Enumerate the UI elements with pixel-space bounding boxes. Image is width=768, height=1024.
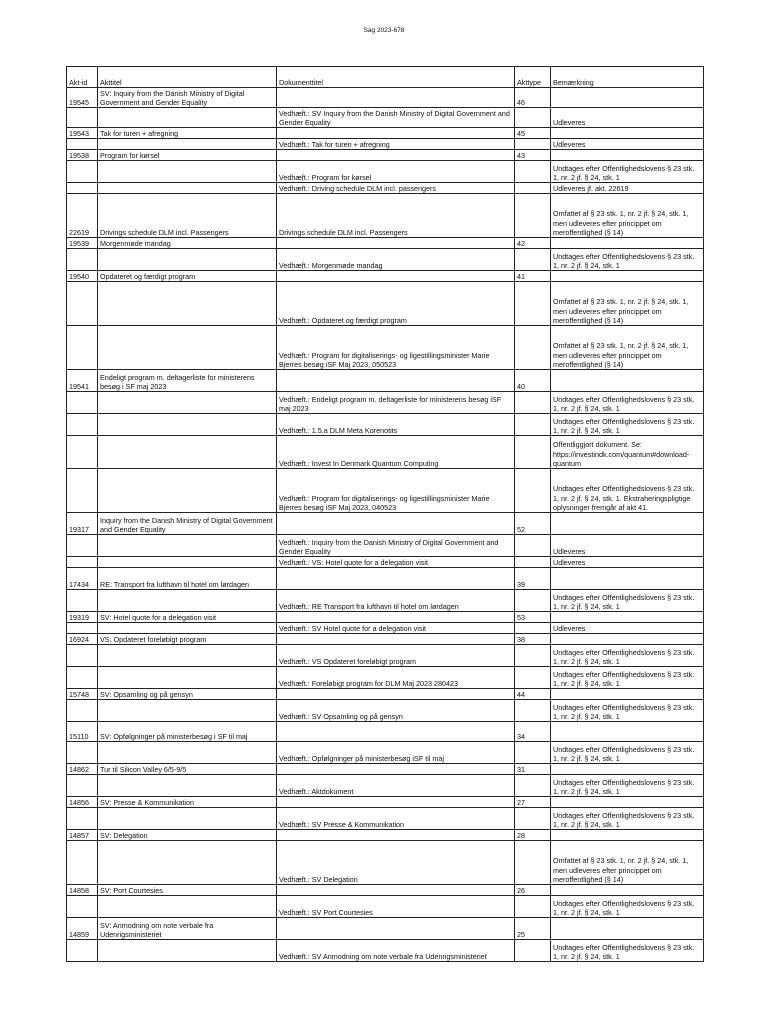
cell-akttype (515, 392, 551, 414)
cell-akttitel (98, 557, 277, 568)
cell-akt-id (67, 775, 98, 797)
cell-akttitel (98, 161, 277, 183)
cell-akt-id (67, 645, 98, 667)
cell-bemaerkning: Undtages efter Offentlighedslovens § 23 stk. 1, nr. 2 jf. § 24, stk. 1 (551, 700, 704, 722)
table-row (67, 918, 704, 940)
cell-dokumenttitel (277, 612, 515, 623)
table-row (67, 841, 704, 885)
cell-akt-id (67, 557, 98, 568)
cell-akttitel (98, 436, 277, 469)
table-row (67, 775, 704, 797)
cell-dokumenttitel (277, 238, 515, 249)
cell-akt-id (67, 469, 98, 513)
cell-akttype (515, 139, 551, 150)
cell-akt-id (67, 139, 98, 150)
table-row (67, 612, 704, 623)
table-row (67, 392, 704, 414)
cell-akttype: 25 (515, 918, 551, 940)
cell-bemaerkning: Undtages efter Offentlighedslovens § 23 stk. 1, nr. 2 jf. § 24, stk. 1 (551, 940, 704, 962)
table-row (67, 469, 704, 513)
cell-akt-id: 19538 (67, 150, 98, 161)
cell-akttype (515, 775, 551, 797)
cell-bemaerkning: Omfattet af § 23 stk. 1, nr. 2 jf. § 24, stk. 1, men udleveres efter princippet om meroffentlighed (§ 14) (551, 194, 704, 238)
table-row (67, 249, 704, 271)
cell-akttype (515, 194, 551, 238)
table-row (67, 885, 704, 896)
table-row (67, 161, 704, 183)
cell-akttitel (98, 469, 277, 513)
cell-dokumenttitel (277, 513, 515, 535)
case-number: Sag 2023-678 (363, 27, 405, 34)
cell-akttitel: SV: Opfølgninger på ministerbesøg i SF til maj (98, 722, 277, 742)
cell-akt-id (67, 282, 98, 326)
cell-akttitel (98, 183, 277, 194)
cell-akttype (515, 436, 551, 469)
cell-dokumenttitel: Vedhæft.: Invest In Denmark Quantum Computing (277, 436, 515, 469)
cell-akttype: 41 (515, 271, 551, 282)
cell-bemaerkning (551, 764, 704, 775)
cell-dokumenttitel: Vedhæft.: Opdateret og færdigt program (277, 282, 515, 326)
cell-akttitel (98, 535, 277, 557)
cell-bemaerkning (551, 128, 704, 139)
cell-dokumenttitel: Drivings schedule DLM incl. Passengers (277, 194, 515, 238)
cell-akttype: 39 (515, 568, 551, 590)
cell-dokumenttitel (277, 918, 515, 940)
table-row (67, 797, 704, 808)
cell-akttype (515, 469, 551, 513)
table-row (67, 370, 704, 392)
cell-dokumenttitel: Vedhæft.: SV Delegation (277, 841, 515, 885)
table-row (67, 194, 704, 238)
table-row (67, 689, 704, 700)
cell-bemaerkning (551, 238, 704, 249)
cell-akttitel (98, 326, 277, 370)
table-row (67, 513, 704, 535)
cell-akttitel (98, 645, 277, 667)
cell-dokumenttitel: Vedhæft.: VS Opdateret foreløbigt program (277, 645, 515, 667)
cell-akttype (515, 896, 551, 918)
cell-akt-id (67, 535, 98, 557)
cell-akttype: 40 (515, 370, 551, 392)
cell-akttype (515, 940, 551, 962)
cell-bemaerkning: Omfattet af § 23 stk. 1, nr. 2 jf. § 24, stk. 1, men udleveres efter princippet om meroffentlighed (§ 14) (551, 841, 704, 885)
table-row (67, 108, 704, 128)
cell-akttype (515, 183, 551, 194)
cell-bemaerkning: Undtages efter Offentlighedslovens § 23 stk. 1, nr. 2 jf. § 24, stk. 1 (551, 414, 704, 436)
cell-dokumenttitel (277, 568, 515, 590)
cell-akt-id: 14862 (67, 764, 98, 775)
cell-dokumenttitel: Vedhæft.: Inquiry from the Danish Ministry of Digital Government and Gender Equality (277, 535, 515, 557)
cell-akttitel (98, 775, 277, 797)
table-row (67, 645, 704, 667)
cell-akttitel (98, 742, 277, 764)
cell-akttitel: SV: Opsamling og på gensyn (98, 689, 277, 700)
cell-bemaerkning: Undtages efter Offentlighedslovens § 23 stk. 1, nr. 2 jf. § 24, stk. 1 (551, 161, 704, 183)
cell-bemaerkning (551, 88, 704, 108)
cell-dokumenttitel: Vedhæft.: RE Transport fra lufthavn til hotel om lørdagen (277, 590, 515, 612)
table-row (67, 326, 704, 370)
cell-akttype (515, 667, 551, 689)
cell-akt-id: 19545 (67, 88, 98, 108)
cell-akttitel: Morgenmøde mandag (98, 238, 277, 249)
cell-akt-id: 14857 (67, 830, 98, 841)
cell-akttitel (98, 249, 277, 271)
cell-bemaerkning: Offentliggjort dokument. Se: https://investindk.com/quantum#download-quantum (551, 436, 704, 469)
cell-bemaerkning: Undtages efter Offentlighedslovens § 23 stk. 1, nr. 2 jf. § 24, stk. 1 (551, 645, 704, 667)
cell-akttype: 44 (515, 689, 551, 700)
cell-akttitel: Tur til Silicon Valley 6/5-9/5 (98, 764, 277, 775)
cell-akttitel (98, 940, 277, 962)
table-row (67, 128, 704, 139)
cell-bemaerkning (551, 370, 704, 392)
cell-akttitel (98, 700, 277, 722)
cell-dokumenttitel (277, 128, 515, 139)
cell-akt-id: 19543 (67, 128, 98, 139)
cell-akt-id (67, 392, 98, 414)
cell-dokumenttitel: Vedhæft.: Morgenmøde mandag (277, 249, 515, 271)
table-row (67, 557, 704, 568)
column-header-akt-id: Akt-id (67, 67, 98, 88)
cell-bemaerkning (551, 271, 704, 282)
table-row (67, 830, 704, 841)
column-header-akttitel: Akttitel (98, 67, 277, 88)
cell-akttitel: Tak for turen + afregning (98, 128, 277, 139)
cell-akttype: 38 (515, 634, 551, 645)
cell-bemaerkning: Undtages efter Offentlighedslovens § 23 stk. 1, nr. 2 jf. § 24, stk. 1 (551, 249, 704, 271)
cell-dokumenttitel: Vedhæft.: VS: Hotel quote for a delegation visit (277, 557, 515, 568)
cell-dokumenttitel (277, 885, 515, 896)
cell-akt-id: 19540 (67, 271, 98, 282)
table-row (67, 764, 704, 775)
cell-akt-id: 19539 (67, 238, 98, 249)
cell-akttitel: VS: Opdateret foreløbigt program (98, 634, 277, 645)
cell-dokumenttitel: Vedhæft.: Foreløbigt program for DLM Maj 2023 280423 (277, 667, 515, 689)
cell-akttype (515, 326, 551, 370)
cell-dokumenttitel: Vedhæft.: SV Port Courtesies (277, 896, 515, 918)
cell-akttype (515, 645, 551, 667)
cell-bemaerkning: Undtages efter Offentlighedslovens § 23 stk. 1, nr. 2 jf. § 24, stk. 1 (551, 667, 704, 689)
cell-bemaerkning: Undtages efter Offentlighedslovens § 23 stk. 1, nr. 2 jf. § 24, stk. 1 (551, 808, 704, 830)
cell-akttype (515, 414, 551, 436)
table-row (67, 590, 704, 612)
cell-dokumenttitel: Vedhæft.: Program for digitaliserings- og ligestillingsminister Marie Bjerres besøg iSF Maj 2023, 040523 (277, 469, 515, 513)
cell-akttitel: Inquiry from the Danish Ministry of Digital Government and Gender Equality (98, 513, 277, 535)
cell-akttype: 45 (515, 128, 551, 139)
cell-akttype (515, 535, 551, 557)
cell-akt-id (67, 700, 98, 722)
table-row (67, 139, 704, 150)
cell-akt-id (67, 940, 98, 962)
cell-akttitel: SV: Anmodning om note verbale fra Udenrigsministeriet (98, 918, 277, 940)
cell-akt-id (67, 436, 98, 469)
cell-dokumenttitel: Vedhæft.: Aktdokument (277, 775, 515, 797)
cell-bemaerkning: Udleveres (551, 535, 704, 557)
cell-akt-id (67, 590, 98, 612)
cell-akt-id (67, 249, 98, 271)
cell-dokumenttitel: Vedhæft.: Tak for turen + afregning (277, 139, 515, 150)
cell-dokumenttitel (277, 764, 515, 775)
cell-dokumenttitel: Vedhæft.: Program for digitaliserings- og ligestillingsminister Marie Bjerres besøg iSF Maj 2023, 050523 (277, 326, 515, 370)
table-row (67, 742, 704, 764)
cell-akttitel (98, 414, 277, 436)
table-row (67, 150, 704, 161)
cell-akt-id (67, 808, 98, 830)
cell-akt-id (67, 108, 98, 128)
cell-akt-id (67, 161, 98, 183)
cell-dokumenttitel (277, 722, 515, 742)
cell-dokumenttitel (277, 634, 515, 645)
cell-dokumenttitel: Vedhæft.: SV Inquiry from the Danish Ministry of Digital Government and Gender Equality (277, 108, 515, 128)
cell-dokumenttitel: Vedhæft.: Driving schedule DLM incl. passengers (277, 183, 515, 194)
cell-akt-id: 22619 (67, 194, 98, 238)
cell-akt-id: 15110 (67, 722, 98, 742)
cell-akttype (515, 841, 551, 885)
table-row (67, 271, 704, 282)
cell-akttitel: RE: Transport fra lufthavn til hotel om lørdagen (98, 568, 277, 590)
cell-dokumenttitel: Vedhæft.: 1.5.a DLM Meta Korenotits (277, 414, 515, 436)
table-row (67, 667, 704, 689)
cell-akt-id: 14858 (67, 885, 98, 896)
table-row (67, 940, 704, 962)
cell-akttype: 31 (515, 764, 551, 775)
cell-bemaerkning: Udleveres (551, 623, 704, 634)
cell-bemaerkning (551, 150, 704, 161)
cell-akttype (515, 590, 551, 612)
cell-akttype: 26 (515, 885, 551, 896)
table-row (67, 623, 704, 634)
cell-bemaerkning (551, 568, 704, 590)
cell-dokumenttitel: Vedhæft.: SV Hotel quote for a delegation visit (277, 623, 515, 634)
cell-bemaerkning: Omfattet af § 23 stk. 1, nr. 2 jf. § 24, stk. 1, men udleveres efter princippet om meroffentlighed (§ 14) (551, 326, 704, 370)
cell-bemaerkning (551, 918, 704, 940)
cell-akttitel (98, 392, 277, 414)
cell-akt-id (67, 667, 98, 689)
cell-bemaerkning (551, 797, 704, 808)
cell-akttitel (98, 108, 277, 128)
cell-akttitel: Program for kørsel (98, 150, 277, 161)
cell-akttitel (98, 841, 277, 885)
cell-akttype: 46 (515, 88, 551, 108)
table-row (67, 634, 704, 645)
table-row (67, 896, 704, 918)
cell-bemaerkning: Undtages efter Offentlighedslovens § 23 stk. 1, nr. 2 jf. § 24, stk. 1 (551, 742, 704, 764)
cell-dokumenttitel: Vedhæft.: Opfølgninger på ministerbesøg iSF til maj (277, 742, 515, 764)
cell-dokumenttitel (277, 150, 515, 161)
cell-akt-id (67, 841, 98, 885)
column-header-bemaerkning: Bemærkning (551, 67, 704, 88)
table-body (67, 88, 704, 962)
column-header-dokumenttitel: Dokumenttitel (277, 67, 515, 88)
cell-bemaerkning (551, 722, 704, 742)
table-row (67, 568, 704, 590)
cell-akt-id: 17434 (67, 568, 98, 590)
cell-akttype: 27 (515, 797, 551, 808)
cell-akttitel: Endeligt program m. deltagerliste for ministerens besøg i SF maj 2023 (98, 370, 277, 392)
cell-bemaerkning (551, 689, 704, 700)
cell-akttitel (98, 282, 277, 326)
cell-bemaerkning: Omfattet af § 23 stk. 1, nr. 2 jf. § 24, stk. 1, men udleveres efter princippet om meroffentlighed (§ 14) (551, 282, 704, 326)
cell-akttype: 43 (515, 150, 551, 161)
cell-akttitel: SV: Presse & Kommunikation (98, 797, 277, 808)
cell-bemaerkning: Udleveres (551, 108, 704, 128)
table-row (67, 88, 704, 108)
cell-akttype (515, 108, 551, 128)
cell-bemaerkning (551, 634, 704, 645)
cell-akt-id: 16924 (67, 634, 98, 645)
cell-bemaerkning: Udleveres (551, 557, 704, 568)
file-log-table (66, 66, 704, 962)
table-row (67, 700, 704, 722)
table-row (67, 535, 704, 557)
cell-akttitel (98, 623, 277, 634)
cell-akttitel (98, 896, 277, 918)
cell-bemaerkning: Udleveres jf. akt. 22619 (551, 183, 704, 194)
cell-akttitel: SV: Port Courtesies (98, 885, 277, 896)
cell-akttype (515, 249, 551, 271)
cell-akttype (515, 700, 551, 722)
cell-bemaerkning (551, 885, 704, 896)
cell-bemaerkning: Udleveres (551, 139, 704, 150)
cell-akt-id (67, 623, 98, 634)
table-row (67, 183, 704, 194)
cell-akttitel: SV: Inquiry from the Danish Ministry of Digital Government and Gender Equality (98, 88, 277, 108)
cell-akt-id (67, 896, 98, 918)
cell-akttitel: SV: Delegation (98, 830, 277, 841)
cell-akttitel (98, 590, 277, 612)
cell-akt-id: 14859 (67, 918, 98, 940)
cell-bemaerkning (551, 830, 704, 841)
cell-akttype (515, 742, 551, 764)
table-row (67, 722, 704, 742)
cell-akttype (515, 623, 551, 634)
cell-akt-id: 19319 (67, 612, 98, 623)
cell-akt-id: 14856 (67, 797, 98, 808)
cell-bemaerkning: Undtages efter Offentlighedslovens § 23 stk. 1, nr. 2 jf. § 24, stk. 1 (551, 392, 704, 414)
column-header-akttype: Akttype (515, 67, 551, 88)
cell-dokumenttitel (277, 88, 515, 108)
cell-bemaerkning (551, 513, 704, 535)
cell-akt-id: 15748 (67, 689, 98, 700)
cell-akttype: 28 (515, 830, 551, 841)
cell-dokumenttitel: Vedhæft.: Program for kørsel (277, 161, 515, 183)
cell-akttype (515, 808, 551, 830)
cell-akttitel (98, 808, 277, 830)
table-row (67, 282, 704, 326)
cell-akttype: 42 (515, 238, 551, 249)
cell-bemaerkning: Undtages efter Offentlighedslovens § 23 stk. 1, nr. 2 jf. § 24, stk. 1. Ekstraheringspligtige oplysninger fremgår af akt 41. (551, 469, 704, 513)
cell-dokumenttitel (277, 370, 515, 392)
cell-akttype: 52 (515, 513, 551, 535)
cell-dokumenttitel: Vedhæft.: SV Presse & Kommunikation (277, 808, 515, 830)
cell-akt-id (67, 742, 98, 764)
cell-bemaerkning: Undtages efter Offentlighedslovens § 23 stk. 1, nr. 2 jf. § 24, stk. 1 (551, 590, 704, 612)
cell-dokumenttitel (277, 830, 515, 841)
cell-dokumenttitel (277, 689, 515, 700)
cell-bemaerkning (551, 612, 704, 623)
cell-akttitel (98, 667, 277, 689)
cell-akttype (515, 161, 551, 183)
cell-akt-id (67, 183, 98, 194)
cell-dokumenttitel: Vedhæft.: SV Anmodning om note verbale fra Udenrigsministeriet (277, 940, 515, 962)
cell-bemaerkning: Undtages efter Offentlighedslovens § 23 stk. 1, nr. 2 jf. § 24, stk. 1 (551, 896, 704, 918)
table-row (67, 414, 704, 436)
cell-akt-id (67, 326, 98, 370)
cell-akttitel (98, 139, 277, 150)
cell-akt-id (67, 414, 98, 436)
cell-akttype: 34 (515, 722, 551, 742)
table-header-row (67, 67, 704, 88)
cell-akttype (515, 282, 551, 326)
table-row (67, 238, 704, 249)
cell-akt-id: 19317 (67, 513, 98, 535)
cell-akttitel: Drivings schedule DLM incl. Passengers (98, 194, 277, 238)
cell-dokumenttitel: Vedhæft.: SV Opsamling og på gensyn (277, 700, 515, 722)
table-row (67, 808, 704, 830)
cell-akttype: 53 (515, 612, 551, 623)
cell-akttitel: SV: Hotel quote for a delegation visit (98, 612, 277, 623)
cell-akt-id: 19541 (67, 370, 98, 392)
cell-bemaerkning: Undtages efter Offentlighedslovens § 23 stk. 1, nr. 2 jf. § 24, stk. 1 (551, 775, 704, 797)
cell-dokumenttitel (277, 797, 515, 808)
cell-dokumenttitel (277, 271, 515, 282)
cell-dokumenttitel: Vedhæft.: Endeligt program m. deltagerliste for ministerens besøg iSF maj 2023 (277, 392, 515, 414)
cell-akttitel: Opdateret og færdigt program (98, 271, 277, 282)
table-row (67, 436, 704, 469)
cell-akttype (515, 557, 551, 568)
